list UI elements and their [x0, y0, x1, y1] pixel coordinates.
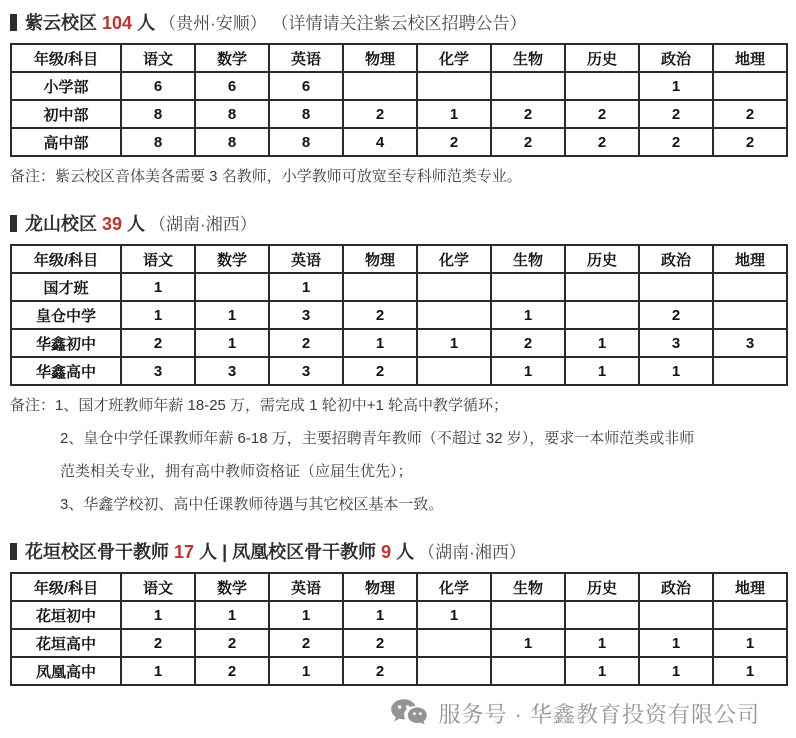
- count-cell: [491, 601, 565, 629]
- sections: [10, 12, 786, 686]
- table-head: [11, 573, 787, 601]
- count-cell: 3: [269, 301, 343, 329]
- heading-text: 紫云校区: [25, 13, 103, 33]
- count-cell: 2: [639, 100, 713, 128]
- column-header: 物理: [343, 245, 417, 273]
- count-cell: [639, 601, 713, 629]
- note-text: 3、华鑫学校初、高中任课教师待遇与其它校区基本一致。: [60, 496, 444, 513]
- count-cell: 8: [269, 100, 343, 128]
- count-cell: 1: [417, 329, 491, 357]
- column-header: 化学: [417, 44, 491, 72]
- count-cell: 2: [713, 128, 787, 156]
- count-cell: 6: [269, 72, 343, 100]
- count-cell: [491, 657, 565, 685]
- row-label: 皇仓中学: [11, 301, 121, 329]
- count-cell: 3: [713, 329, 787, 357]
- count-cell: 2: [343, 657, 417, 685]
- column-header: 历史: [565, 44, 639, 72]
- heading-bar-icon: [10, 543, 17, 560]
- note-line: [10, 393, 786, 419]
- table-row: [11, 301, 787, 329]
- count-cell: 1: [195, 329, 269, 357]
- column-header: 政治: [639, 573, 713, 601]
- count-cell: 1: [491, 357, 565, 385]
- wechat-service-icon: [390, 698, 428, 729]
- note-prefix: 备注：: [10, 397, 56, 414]
- note-line: [10, 164, 786, 190]
- count-cell: [713, 273, 787, 301]
- footer-label: 服务号 · 华鑫教育投资有限公司: [438, 702, 760, 727]
- row-label: 国才班: [11, 273, 121, 301]
- row-label: 花垣初中: [11, 601, 121, 629]
- count-cell: [195, 273, 269, 301]
- count-cell: 1: [269, 601, 343, 629]
- table-body: [11, 273, 787, 385]
- column-header: 生物: [491, 44, 565, 72]
- count-cell: [417, 629, 491, 657]
- count-cell: 6: [195, 72, 269, 100]
- heading-text: （贵州·安顺） （详情请关注紫云校区招聘公告）: [159, 14, 527, 33]
- count-cell: 1: [121, 301, 195, 329]
- heading-text: 龙山校区: [25, 214, 103, 234]
- count-cell: 1: [639, 72, 713, 100]
- count-cell: [417, 301, 491, 329]
- note-text: 2、皇仓中学任课教师年薪 6-18 万，主要招聘青年教师（不超过 32 岁），要求一本师范类或非师: [60, 430, 695, 447]
- count-cell: 2: [343, 100, 417, 128]
- column-header: 政治: [639, 245, 713, 273]
- note-text: 1、国才班教师年薪 18-25 万，需完成 1 轮初中+1 轮高中教学循环；: [55, 397, 509, 414]
- count-cell: 3: [195, 357, 269, 385]
- count-cell: 1: [269, 273, 343, 301]
- count-cell: 2: [343, 629, 417, 657]
- count-cell: [491, 273, 565, 301]
- header-row: [11, 573, 787, 601]
- count-cell: 8: [195, 100, 269, 128]
- table-row: [11, 128, 787, 156]
- count-cell: [343, 72, 417, 100]
- count-cell: 2: [195, 657, 269, 685]
- column-header: 化学: [417, 573, 491, 601]
- heading-text: （湖南·湘西）: [418, 543, 526, 562]
- row-label: 高中部: [11, 128, 121, 156]
- column-header: 历史: [565, 245, 639, 273]
- row-label: 小学部: [11, 72, 121, 100]
- heading-bar-icon: [10, 215, 17, 232]
- headcount-number: 9: [381, 542, 392, 562]
- header-row: [11, 245, 787, 273]
- column-header: 地理: [713, 44, 787, 72]
- column-header: 英语: [269, 44, 343, 72]
- section-heading: [10, 12, 786, 35]
- count-cell: 1: [417, 100, 491, 128]
- count-cell: 8: [121, 100, 195, 128]
- table-row: [11, 72, 787, 100]
- count-cell: [713, 357, 787, 385]
- count-cell: 1: [417, 601, 491, 629]
- count-cell: 2: [491, 329, 565, 357]
- headcount-number: 104: [102, 13, 133, 33]
- row-label: 华鑫初中: [11, 329, 121, 357]
- footer: [10, 698, 786, 729]
- count-cell: [417, 72, 491, 100]
- count-cell: 1: [343, 329, 417, 357]
- count-cell: [565, 273, 639, 301]
- column-header: 生物: [491, 573, 565, 601]
- heading-text: 凤凰校区骨干教师: [232, 542, 382, 562]
- count-cell: 2: [417, 128, 491, 156]
- count-cell: 8: [121, 128, 195, 156]
- heading-text: 花垣校区骨干教师: [25, 542, 175, 562]
- count-cell: 1: [565, 329, 639, 357]
- count-cell: 2: [639, 128, 713, 156]
- table-head: [11, 44, 787, 72]
- count-cell: 1: [639, 357, 713, 385]
- headcount-number: 17: [174, 542, 195, 562]
- count-cell: 3: [639, 329, 713, 357]
- count-cell: [713, 601, 787, 629]
- column-header: 语文: [121, 245, 195, 273]
- column-header: 数学: [195, 573, 269, 601]
- column-header: 年级/科目: [11, 573, 121, 601]
- count-cell: [565, 301, 639, 329]
- count-cell: 2: [491, 100, 565, 128]
- column-header: 数学: [195, 245, 269, 273]
- count-cell: 2: [269, 329, 343, 357]
- count-cell: 1: [343, 601, 417, 629]
- count-cell: 3: [121, 357, 195, 385]
- count-cell: 2: [565, 128, 639, 156]
- count-cell: 1: [121, 273, 195, 301]
- count-cell: [639, 273, 713, 301]
- column-header: 地理: [713, 573, 787, 601]
- column-header: 物理: [343, 44, 417, 72]
- heading-text: 人: [122, 214, 146, 234]
- table-row: [11, 100, 787, 128]
- table-row: [11, 273, 787, 301]
- count-cell: [491, 72, 565, 100]
- header-row: [11, 44, 787, 72]
- recruit-table: [10, 43, 788, 157]
- count-cell: [565, 72, 639, 100]
- heading-text: 人: [391, 542, 415, 562]
- count-cell: 1: [713, 657, 787, 685]
- table-head: [11, 245, 787, 273]
- column-header: 政治: [639, 44, 713, 72]
- count-cell: 4: [343, 128, 417, 156]
- row-label: 花垣高中: [11, 629, 121, 657]
- column-header: 英语: [269, 573, 343, 601]
- count-cell: 2: [121, 629, 195, 657]
- heading-text: 人: [132, 13, 156, 33]
- campus-section: [10, 541, 786, 686]
- column-header: 语文: [121, 44, 195, 72]
- count-cell: 1: [121, 657, 195, 685]
- campus-section: [10, 12, 786, 190]
- note-line: [10, 426, 786, 452]
- note-text: 紫云校区音体美各需要 3 名教师，小学教师可放宽至专科师范类专业。: [55, 168, 522, 185]
- section-heading: [10, 213, 786, 236]
- row-label: 初中部: [11, 100, 121, 128]
- table-row: [11, 657, 787, 685]
- count-cell: 2: [269, 629, 343, 657]
- count-cell: 2: [491, 128, 565, 156]
- count-cell: 1: [491, 629, 565, 657]
- count-cell: 1: [639, 657, 713, 685]
- column-header: 语文: [121, 573, 195, 601]
- column-header: 年级/科目: [11, 44, 121, 72]
- heading-text: |: [217, 542, 233, 562]
- count-cell: 2: [121, 329, 195, 357]
- count-cell: [417, 657, 491, 685]
- recruit-table: [10, 572, 788, 686]
- table-body: [11, 72, 787, 156]
- count-cell: 2: [343, 301, 417, 329]
- table-body: [11, 601, 787, 685]
- note-line: [10, 492, 786, 518]
- count-cell: 1: [195, 301, 269, 329]
- headcount-number: 39: [102, 214, 123, 234]
- count-cell: 1: [121, 601, 195, 629]
- count-cell: 1: [565, 657, 639, 685]
- column-header: 历史: [565, 573, 639, 601]
- note-prefix: 备注：: [10, 168, 56, 185]
- count-cell: 2: [713, 100, 787, 128]
- campus-section: [10, 213, 786, 518]
- count-cell: 2: [565, 100, 639, 128]
- table-row: [11, 601, 787, 629]
- row-label: 凤凰高中: [11, 657, 121, 685]
- column-header: 年级/科目: [11, 245, 121, 273]
- count-cell: 2: [195, 629, 269, 657]
- count-cell: 1: [491, 301, 565, 329]
- table-row: [11, 629, 787, 657]
- column-header: 地理: [713, 245, 787, 273]
- count-cell: 2: [343, 357, 417, 385]
- count-cell: 1: [565, 357, 639, 385]
- count-cell: [417, 273, 491, 301]
- column-header: 物理: [343, 573, 417, 601]
- column-header: 化学: [417, 245, 491, 273]
- count-cell: [565, 601, 639, 629]
- count-cell: 1: [713, 629, 787, 657]
- column-header: 数学: [195, 44, 269, 72]
- column-header: 生物: [491, 245, 565, 273]
- table-row: [11, 357, 787, 385]
- count-cell: 2: [639, 301, 713, 329]
- note-line: [10, 459, 786, 485]
- count-cell: [417, 357, 491, 385]
- count-cell: [343, 273, 417, 301]
- row-label: 华鑫高中: [11, 357, 121, 385]
- table-row: [11, 329, 787, 357]
- heading-bar-icon: [10, 14, 17, 31]
- count-cell: 6: [121, 72, 195, 100]
- count-cell: 1: [269, 657, 343, 685]
- count-cell: 1: [195, 601, 269, 629]
- count-cell: 8: [269, 128, 343, 156]
- recruit-table: [10, 244, 788, 386]
- count-cell: 1: [639, 629, 713, 657]
- count-cell: 8: [195, 128, 269, 156]
- section-heading: [10, 541, 786, 564]
- note-text: 范类相关专业，拥有高中教师资格证（应届生优先）；: [60, 463, 413, 480]
- count-cell: 1: [565, 629, 639, 657]
- heading-text: 人: [194, 542, 218, 562]
- count-cell: [713, 301, 787, 329]
- recruitment-article: [10, 12, 786, 729]
- column-header: 英语: [269, 245, 343, 273]
- count-cell: [713, 72, 787, 100]
- heading-text: （湖南·湘西）: [149, 215, 257, 234]
- count-cell: 3: [269, 357, 343, 385]
